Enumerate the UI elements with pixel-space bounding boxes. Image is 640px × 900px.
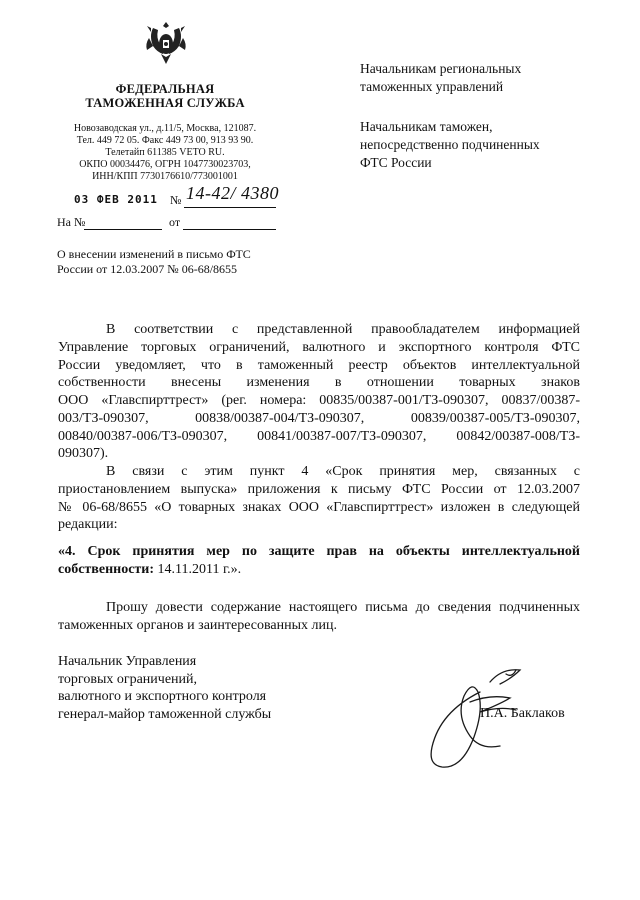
amended-clause-line xyxy=(58,561,580,579)
subject-line: О внесении изменений в письмо ФТС xyxy=(57,247,251,261)
agency-name-line1: ФЕДЕРАЛЬНАЯ xyxy=(115,82,215,96)
amended-clause-line: «4. Срок принятия мер по защите прав на объекты интеллектуальной xyxy=(58,544,580,559)
agency-address-line: Новозаводская ул., д.11/5, Москва, 121087. xyxy=(73,123,257,134)
agency-name-line2: ТАМОЖЕННАЯ СЛУЖБА xyxy=(85,96,245,110)
reference-number-line xyxy=(84,229,162,230)
reference-date-label: от xyxy=(169,215,181,229)
addressee-line: Начальникам региональных xyxy=(360,61,522,76)
subject-line: России от 12.03.2007 № 06-68/8655 xyxy=(57,262,238,276)
reference-date-line xyxy=(183,229,276,230)
signatory-title-line: валютного и экспортного контроля xyxy=(58,689,267,704)
body-line: приостановлением выпуска» приложения к письму ФТС России от 12.03.2007 xyxy=(58,482,580,497)
reference-number-label: На № xyxy=(57,215,86,229)
agency-phone-line: Тел. 449 72 05. Факс 449 73 00, 913 93 90. xyxy=(76,135,254,146)
body-line: В соответствии с представленной правообладателем информацией xyxy=(106,322,580,337)
addressee-line: таможенных управлений xyxy=(360,79,504,94)
handwritten-outgoing-number: 14-42/ 4380 xyxy=(186,183,279,203)
signatory-title-line: Начальник Управления xyxy=(58,654,197,669)
agency-okpo-line: ОКПО 00034476, ОГРН 1047730023703, xyxy=(79,159,251,170)
body-line: редакции: xyxy=(58,517,118,532)
amended-clause-date: 14.11.2011 г.». xyxy=(154,562,242,577)
body-line: 090307). xyxy=(58,446,109,461)
signatory-title-line: генерал-майор таможенной службы xyxy=(58,707,272,722)
signatory-title-line: торговых ограничений, xyxy=(58,672,198,687)
body-line: России уведомляет, что в таможенный реестр объектов интеллектуальной xyxy=(58,358,580,373)
addressee-line: ФТС России xyxy=(360,155,432,170)
body-line: 003/ТЗ-090307, 00838/00387-004/ТЗ-090307, 00839/00387-005/ТЗ-090307, xyxy=(58,411,580,426)
body-line: В связи с этим пункт 4 «Срок принятия мер, связанных с xyxy=(106,464,580,479)
body-line: собственности внесены изменения в отношении товарных знаков xyxy=(58,375,580,390)
double-headed-eagle-emblem-icon xyxy=(143,18,189,68)
agency-inn-line: ИНН/КПП 7730176610/773001001 xyxy=(92,171,238,182)
amended-clause-bold: собственности: xyxy=(58,562,155,577)
addressee-line: Начальникам таможен, xyxy=(360,119,493,134)
agency-teletype-line: Телетайп 611385 VETO RU. xyxy=(105,147,225,158)
body-line: № 06-68/8655 «О товарных знаках ООО «Главспирттрест» изложен в следующей xyxy=(58,500,580,515)
letter-date-stamp: 03 ФЕВ 2011 xyxy=(74,193,158,206)
body-line: Прошу довести содержание настоящего письма до сведения подчиненных xyxy=(106,600,580,615)
number-sign: № xyxy=(170,193,182,207)
body-line: ООО «Главспирттрест» (рег. номера: 00835/00387-001/ТЗ-090307, 00837/00387- xyxy=(58,393,580,408)
number-underline xyxy=(184,207,276,208)
body-line: таможенных органов и заинтересованных лиц. xyxy=(58,618,337,633)
body-line: 00840/00387-006/ТЗ-090307, 00841/00387-007/ТЗ-090307, 00842/00387-008/ТЗ- xyxy=(58,429,580,444)
body-line: Управление торговых ограничений, валютного и экспортного контроля ФТС xyxy=(58,340,580,355)
addressee-line: непосредственно подчиненных xyxy=(360,137,540,152)
signatory-name: П.А. Баклаков xyxy=(480,706,565,721)
